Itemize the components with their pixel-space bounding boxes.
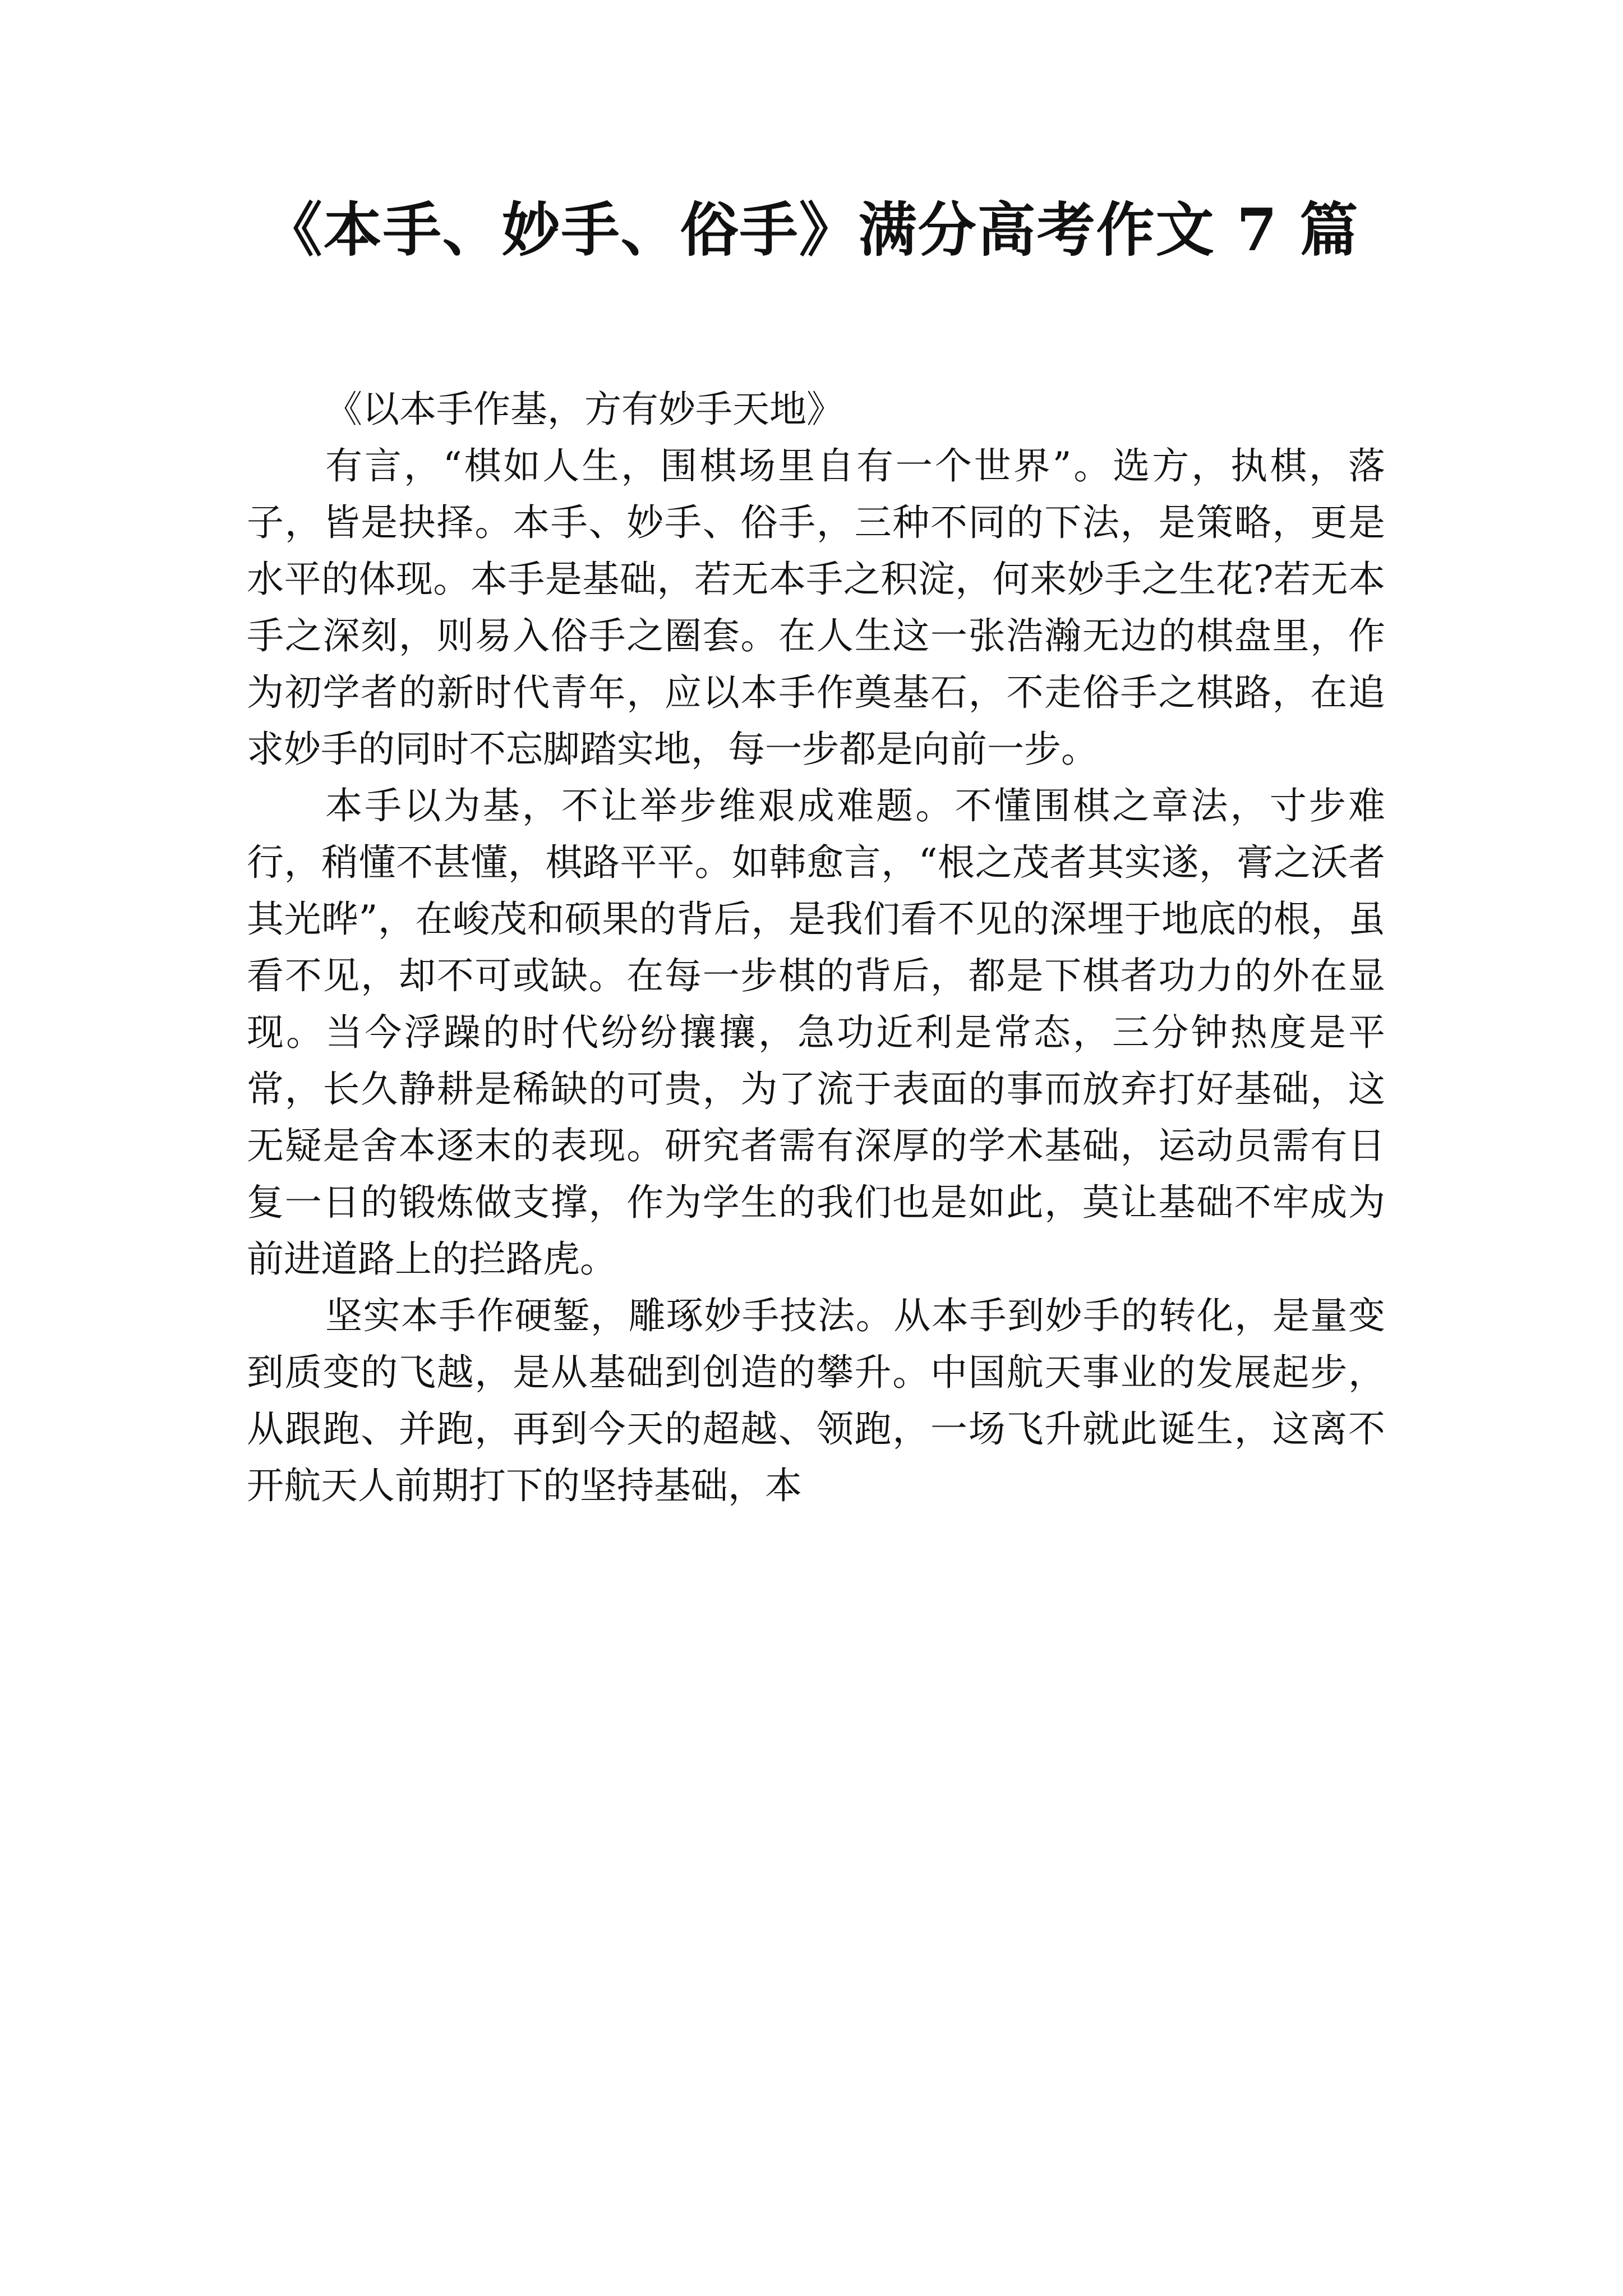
paragraph: 坚实本手作硬錾，雕琢妙手技法。从本手到妙手的转化，是量变到质变的飞越，是从基础到创造的攀升。中国航天事业的发展起步，从跟跑、并跑，再到今天的超越、领跑，一场飞升就此诞生，这离不开航天人前期打下的坚持基础，本 (247, 1294, 1385, 1507)
essay-title: 《以本手作基，方有妙手天地》 (325, 388, 843, 431)
document-title: 《本手、妙手、俗手》满分高考作文 7 篇 (264, 195, 1359, 264)
essay-body (247, 381, 1385, 1514)
paragraph: 有言，“棋如人生，围棋场里自有一个世界”。选方，执棋，落子，皆是抉择。本手、妙手、俗手，三种不同的下法，是策略，更是水平的体现。本手是基础，若无本手之积淀，何来妙手之生花?若无本手之深刻，则易入俗手之圈套。在人生这一张浩瀚无边的棋盘里，作为初学者的新时代青年，应以本手作奠基石，不走俗手之棋路，在追求妙手的同时不忘脚踏实地，每一步都是向前一步。 (247, 444, 1385, 771)
paragraph: 本手以为基，不让举步维艰成难题。不懂围棋之章法，寸步难行，稍懂不甚懂，棋路平平。如韩愈言，“根之茂者其实遂，膏之沃者其光晔”，在峻茂和硕果的背后，是我们看不见的深埋于地底的根，虽看不见，却不可或缺。在每一步棋的背后，都是下棋者功力的外在显现。当今浮躁的时代纷纷攘攘，急功近利是常态，三分钟热度是平常，长久静耕是稀缺的可贵，为了流于表面的事而放弃打好基础，这无疑是舍本逐末的表现。研究者需有深厚的学术基础，运动员需有日复一日的锻炼做支撑，作为学生的我们也是如此，莫让基础不牢成为前进道路上的拦路虎。 (247, 784, 1385, 1281)
